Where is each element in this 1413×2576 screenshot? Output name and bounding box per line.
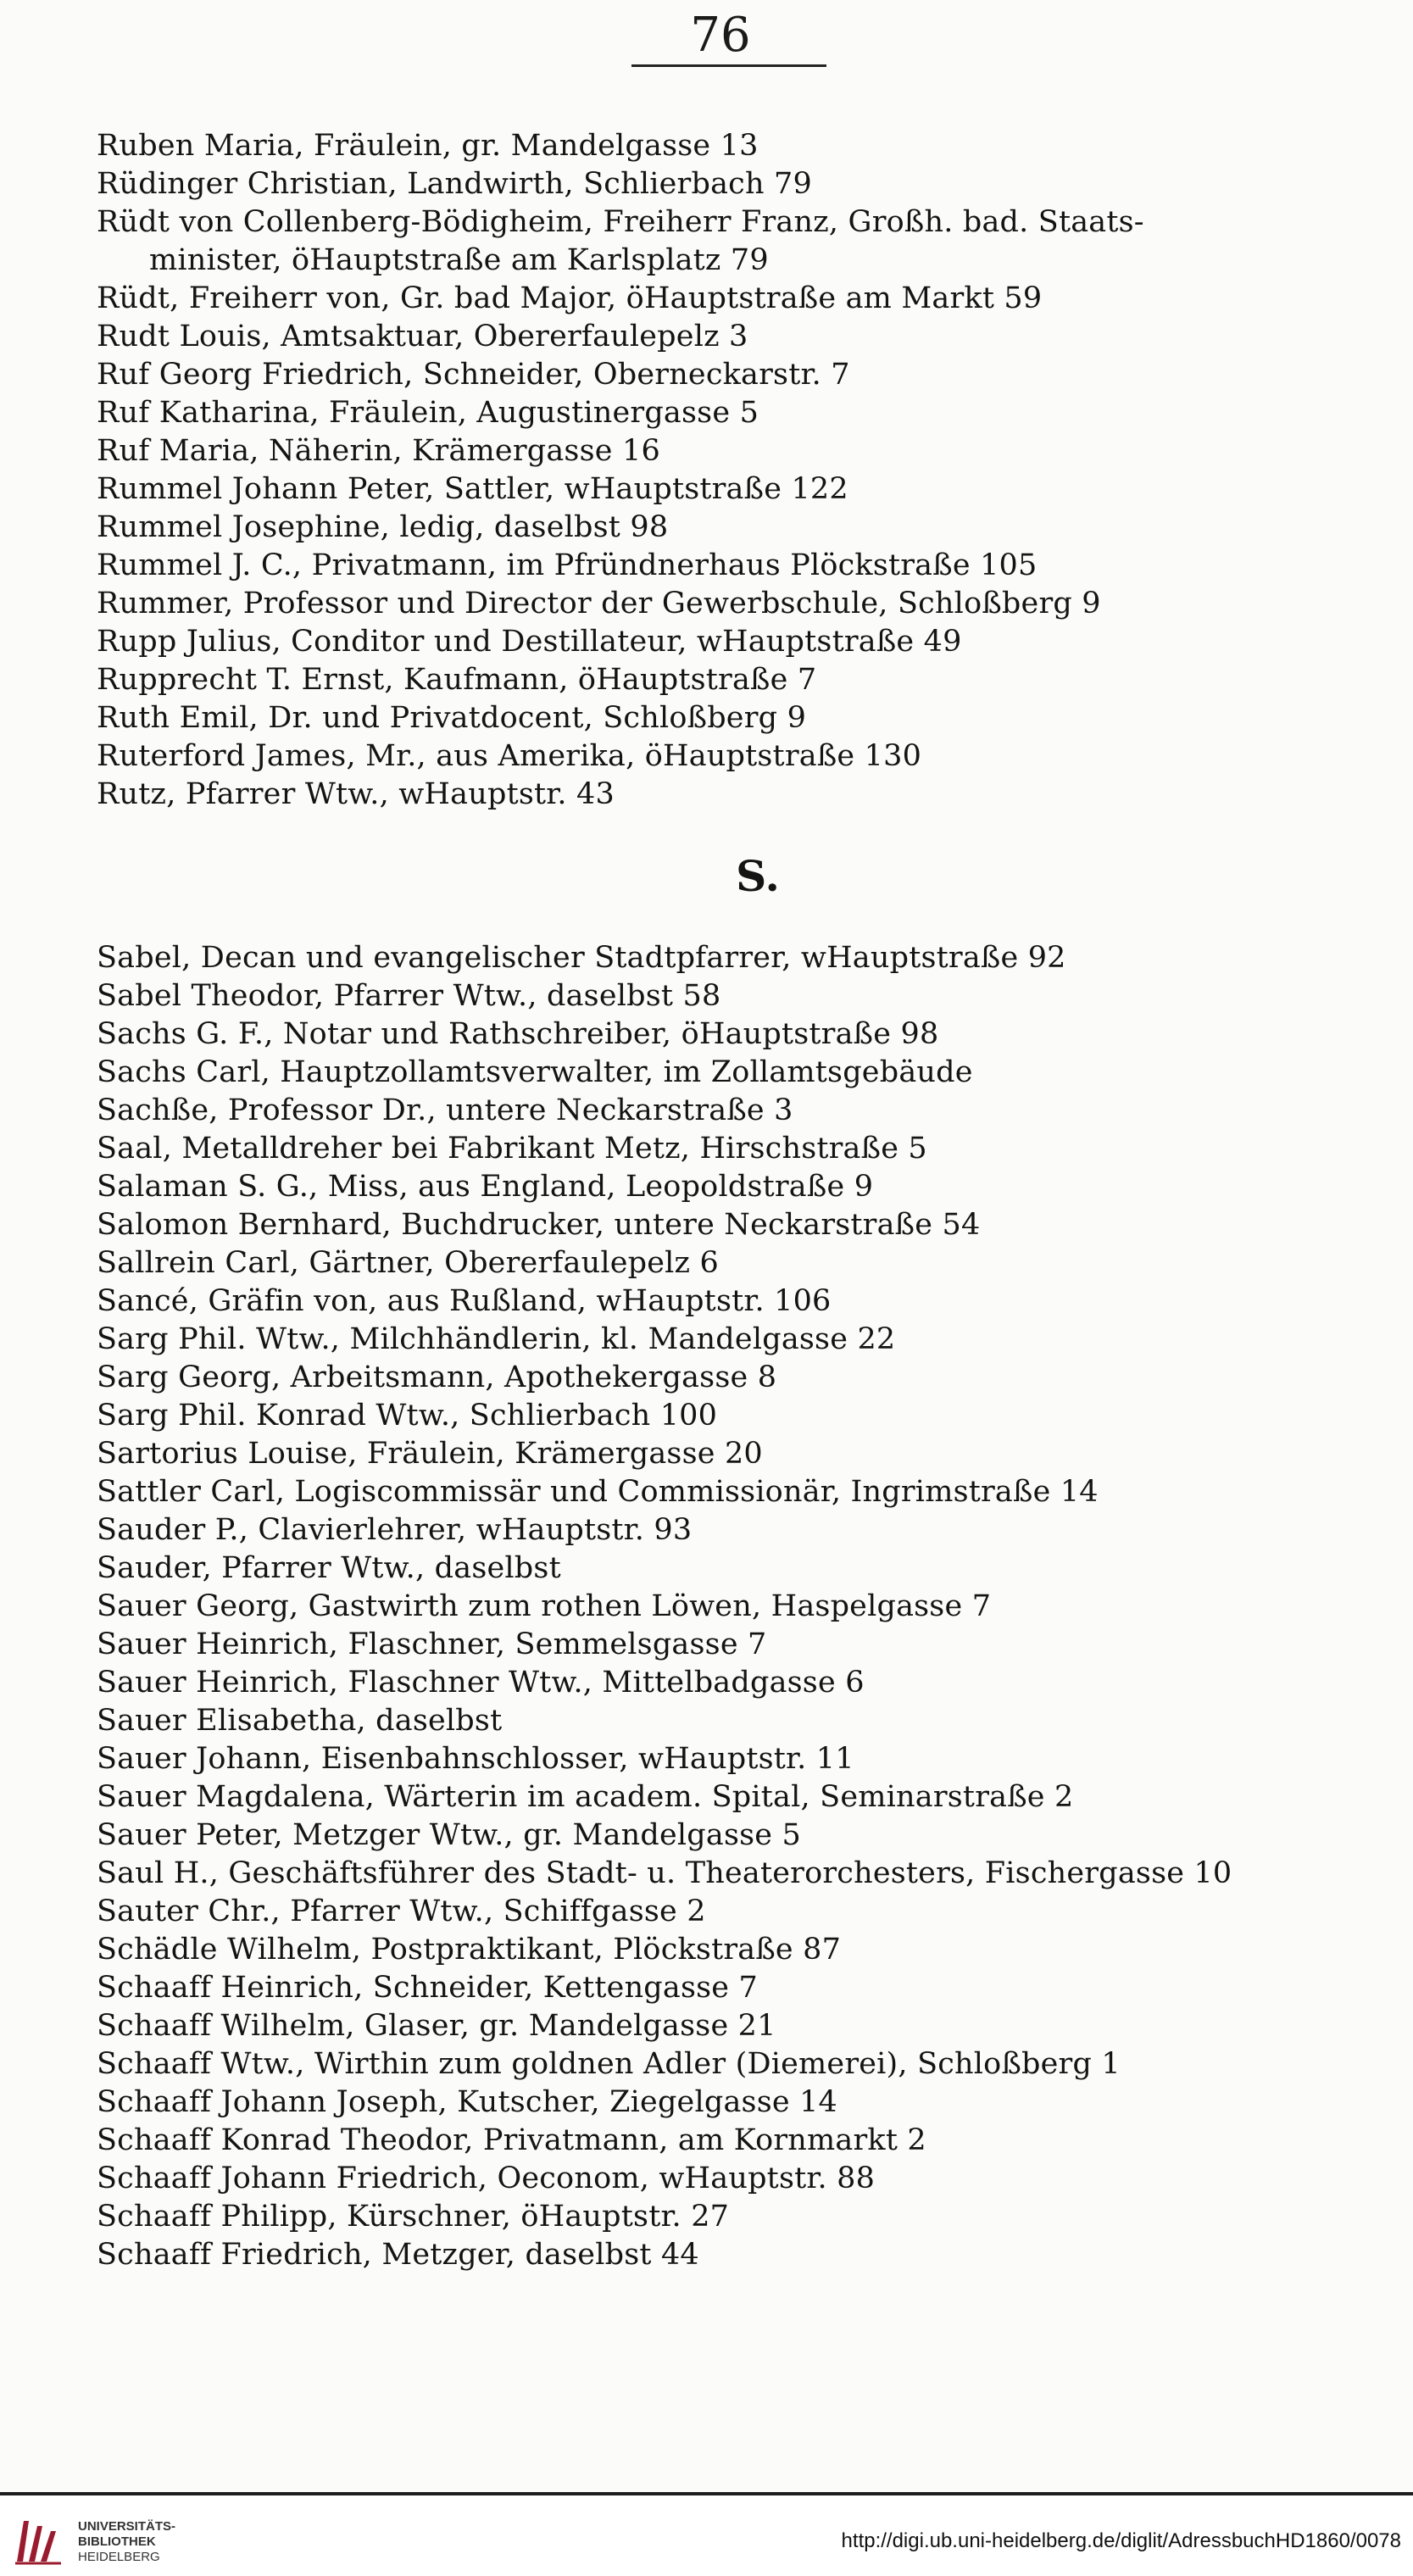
directory-entry: Schädle Wilhelm, Postpraktikant, Plöckstraße 87 xyxy=(97,1933,842,1967)
page-number-rule xyxy=(631,64,826,67)
directory-entry: Ruterford James, Mr., aus Amerika, öHauptstraße 130 xyxy=(97,739,922,773)
directory-entry: Sartorius Louise, Fräulein, Krämergasse 20 xyxy=(97,1437,763,1471)
directory-entry: Ruf Georg Friedrich, Schneider, Oberneckarstr. 7 xyxy=(97,358,850,392)
directory-entry: Rummer, Professor und Director der Gewerbschule, Schloßberg 9 xyxy=(97,587,1101,620)
directory-entry: Schaaff Heinrich, Schneider, Kettengasse 7 xyxy=(97,1971,759,2005)
directory-entry: Sarg Georg, Arbeitsmann, Apothekergasse 8 xyxy=(97,1360,777,1394)
library-name-line2: BIBLIOTHEK xyxy=(78,2534,156,2549)
directory-entry: Rutz, Pfarrer Wtw., wHauptstr. 43 xyxy=(97,777,615,811)
directory-entry: Sachs G. F., Notar und Rathschreiber, öHauptstraße 98 xyxy=(97,1017,939,1051)
directory-entry: Rüdt von Collenberg-Bödigheim, Freiherr Franz, Großh. bad. Staats- xyxy=(97,205,1144,239)
directory-entry: Ruf Katharina, Fräulein, Augustinergasse 5 xyxy=(97,396,759,430)
library-name-line3: HEIDELBERG xyxy=(78,2550,160,2564)
permalink-url[interactable]: http://digi.ub.uni-heidelberg.de/diglit/AdressbuchHD1860/0078 xyxy=(841,2529,1401,2552)
directory-entry: Schaaff Friedrich, Metzger, daselbst 44 xyxy=(97,2238,699,2272)
directory-entry: Sachße, Professor Dr., untere Neckarstraße 3 xyxy=(97,1093,793,1127)
directory-entry: Rupprecht T. Ernst, Kaufmann, öHauptstraße 7 xyxy=(97,663,817,697)
directory-entry: Sallrein Carl, Gärtner, Obererfaulepelz 6 xyxy=(97,1246,719,1280)
university-library-logo-icon xyxy=(12,2514,64,2567)
directory-entry: Schaaff Johann Joseph, Kutscher, Ziegelgasse 14 xyxy=(97,2085,838,2119)
directory-entry: Rummel Johann Peter, Sattler, wHauptstraße 122 xyxy=(97,472,848,506)
directory-entry: Sachs Carl, Hauptzollamtsverwalter, im Zollamtsgebäude xyxy=(97,1055,973,1089)
library-name xyxy=(78,2519,175,2565)
directory-entry: Salaman S. G., Miss, aus England, Leopoldstraße 9 xyxy=(97,1170,874,1204)
directory-entry: Sarg Phil. Konrad Wtw., Schlierbach 100 xyxy=(97,1399,718,1433)
directory-entry: Ruben Maria, Fräulein, gr. Mandelgasse 13 xyxy=(97,129,759,163)
directory-entry: Rüdt, Freiherr von, Gr. bad Major, öHauptstraße am Markt 59 xyxy=(97,281,1043,315)
directory-entry: Sauer Peter, Metzger Wtw., gr. Mandelgasse 5 xyxy=(97,1818,802,1852)
directory-entries xyxy=(97,127,1385,2274)
directory-entry: Salomon Bernhard, Buchdrucker, untere Neckarstraße 54 xyxy=(97,1208,981,1242)
directory-entry: Sauder, Pfarrer Wtw., daselbst xyxy=(97,1551,561,1585)
directory-entry: Saul H., Geschäftsführer des Stadt- u. Theaterorchesters, Fischergasse 10 xyxy=(97,1856,1232,1890)
directory-entry: Sattler Carl, Logiscommissär und Commissionär, Ingrimstraße 14 xyxy=(97,1475,1099,1509)
directory-entry: Saal, Metalldreher bei Fabrikant Metz, Hirschstraße 5 xyxy=(97,1132,927,1166)
library-name-line1: UNIVERSITÄTS- xyxy=(78,2519,176,2534)
viewer-footer xyxy=(0,2492,1413,2576)
directory-entry: Schaaff Konrad Theodor, Privatmann, am Kornmarkt 2 xyxy=(97,2123,926,2157)
directory-entry: Rummel Josephine, ledig, daselbst 98 xyxy=(97,510,669,544)
directory-entry: Sancé, Gräfin von, aus Rußland, wHauptstr. 106 xyxy=(97,1284,832,1318)
directory-entry-continuation: minister, öHauptstraße am Karlsplatz 79 xyxy=(149,243,769,277)
directory-entry: Sabel, Decan und evangelischer Stadtpfarrer, wHauptstraße 92 xyxy=(97,941,1066,975)
directory-entry: Schaaff Wtw., Wirthin zum goldnen Adler (Diemerei), Schloßberg 1 xyxy=(97,2047,1121,2081)
directory-entry: Sauer Georg, Gastwirth zum rothen Löwen, Haspelgasse 7 xyxy=(97,1589,992,1623)
directory-entry: Sauer Heinrich, Flaschner, Semmelsgasse 7 xyxy=(97,1627,767,1661)
directory-entry: Sabel Theodor, Pfarrer Wtw., daselbst 58 xyxy=(97,979,721,1013)
directory-entry: Sauder P., Clavierlehrer, wHauptstr. 93 xyxy=(97,1513,693,1547)
directory-entry: Sauer Magdalena, Wärterin im academ. Spital, Seminarstraße 2 xyxy=(97,1780,1074,1814)
directory-entry: Rummel J. C., Privatmann, im Pfründnerhaus Plöckstraße 105 xyxy=(97,548,1037,582)
directory-entry: Ruth Emil, Dr. und Privatdocent, Schloßberg 9 xyxy=(97,701,807,735)
directory-entry: Schaaff Philipp, Kürschner, öHauptstr. 27 xyxy=(97,2200,730,2234)
section-heading: S. xyxy=(736,851,780,901)
directory-entry: Sarg Phil. Wtw., Milchhändlerin, kl. Mandelgasse 22 xyxy=(97,1322,896,1356)
directory-entry: Rupp Julius, Conditor und Destillateur, wHauptstraße 49 xyxy=(97,625,962,659)
directory-entry: Sauter Chr., Pfarrer Wtw., Schiffgasse 2 xyxy=(97,1894,706,1928)
directory-entry: Schaaff Johann Friedrich, Oeconom, wHauptstr. 88 xyxy=(97,2162,876,2195)
directory-entry: Sauer Elisabetha, daselbst xyxy=(97,1704,503,1738)
directory-entry: Schaaff Wilhelm, Glaser, gr. Mandelgasse 21 xyxy=(97,2009,776,2043)
page-number: 76 xyxy=(690,8,751,63)
directory-entry: Sauer Johann, Eisenbahnschlosser, wHauptstr. 11 xyxy=(97,1742,854,1776)
directory-entry: Rudt Louis, Amtsaktuar, Obererfaulepelz 3 xyxy=(97,320,748,353)
directory-entry: Ruf Maria, Näherin, Krämergasse 16 xyxy=(97,434,660,468)
directory-entry: Rüdinger Christian, Landwirth, Schlierbach 79 xyxy=(97,167,812,201)
directory-entry: Sauer Heinrich, Flaschner Wtw., Mittelbadgasse 6 xyxy=(97,1666,865,1700)
